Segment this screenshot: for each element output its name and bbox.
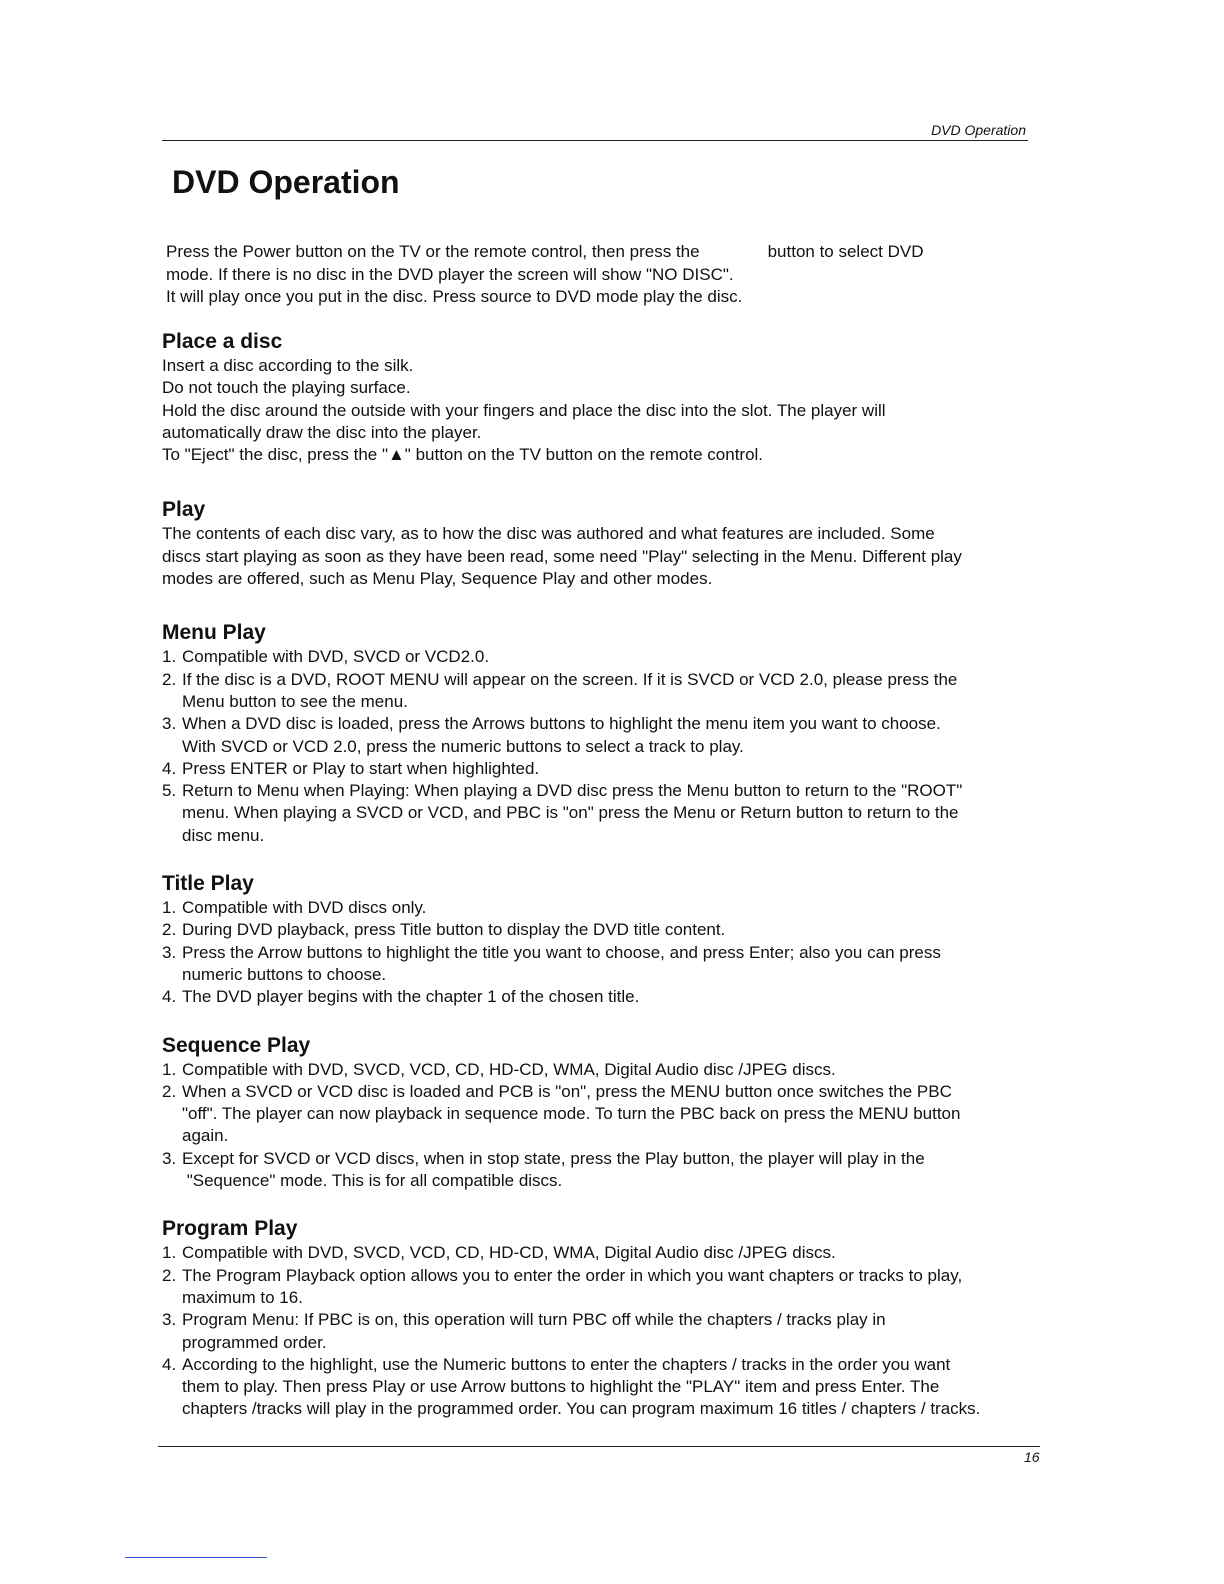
list-item [162, 1265, 1042, 1310]
list-number: 4. [162, 758, 177, 778]
section-place-disc [162, 329, 1042, 466]
running-header: DVD Operation [931, 122, 1026, 138]
header-rule [162, 140, 1028, 141]
list-number: 5. [162, 781, 177, 801]
list-number: 3. [162, 1310, 177, 1330]
paragraph-line: Hold the disc around the outside with your fingers and place the disc into the slot. The player will [162, 400, 886, 420]
list-item-text: numeric buttons to choose. [182, 964, 387, 984]
list-item-text: According to the highlight, use the Numeric buttons to enter the chapters / tracks in the order you want [182, 1354, 951, 1374]
numbered-list [162, 646, 1042, 847]
list-item [162, 1354, 1042, 1421]
list-item-text: Program Menu: If PBC is on, this operation will turn PBC off while the chapters / tracks play in [182, 1310, 886, 1330]
list-item [162, 646, 1042, 668]
list-item-text: Compatible with DVD, SVCD or VCD2.0. [182, 647, 490, 667]
paragraph-line: Do not touch the playing surface. [162, 378, 411, 398]
list-item-text: Except for SVCD or VCD discs, when in stop state, press the Play button, the player will play in the [182, 1148, 925, 1168]
list-item [162, 897, 1042, 919]
list-number: 2. [162, 1265, 177, 1285]
paragraph-line: To "Eject" the disc, press the "▲" button on the TV button on the remote control. [162, 445, 764, 465]
list-number: 3. [162, 714, 177, 734]
list-item-text: When a SVCD or VCD disc is loaded and PCB is "on", press the MENU button once switches the PBC [182, 1081, 952, 1101]
section-menu-play [162, 620, 1042, 847]
list-item [162, 1059, 1042, 1081]
list-item-text: programmed order. [182, 1332, 327, 1352]
list-item-text: Press ENTER or Play to start when highlighted. [182, 758, 540, 778]
list-item [162, 1081, 1042, 1148]
list-item-text: menu. When playing a SVCD or VCD, and PBC is "on" press the Menu or Return button to return to the [182, 803, 959, 823]
section-heading: Menu Play [162, 621, 266, 645]
list-number: 3. [162, 942, 177, 962]
section-play [162, 497, 1042, 590]
intro-paragraph [166, 241, 1026, 309]
list-item-text: them to play. Then press Play or use Arrow buttons to highlight the "PLAY" item and press Enter. The [182, 1377, 940, 1397]
list-item [162, 780, 1042, 847]
list-item-text: When a DVD disc is loaded, press the Arrows buttons to highlight the menu item you want to choose. [182, 714, 941, 734]
list-item [162, 986, 1042, 1008]
paragraph-line: Insert a disc according to the silk. [162, 356, 414, 375]
list-item-text: If the disc is a DVD, ROOT MENU will appear on the screen. If it is SVCD or VCD 2.0, please press the [182, 669, 958, 689]
section-title-play [162, 871, 1042, 1008]
section-heading: Sequence Play [162, 1033, 311, 1057]
list-item-text: "Sequence" mode. This is for all compatible discs. [182, 1171, 563, 1191]
list-item [162, 669, 1042, 714]
list-item-text: With SVCD or VCD 2.0, press the numeric buttons to select a track to play. [182, 736, 744, 756]
list-item-text: Compatible with DVD, SVCD, VCD, CD, HD-CD, WMA, Digital Audio disc /JPEG discs. [182, 1059, 836, 1079]
scan-artifact-line [125, 1557, 267, 1558]
list-item-text: Press the Arrow buttons to highlight the title you want to choose, and press Enter; also you can press [182, 942, 941, 962]
section-heading: Program Play [162, 1217, 298, 1241]
list-number: 3. [162, 1148, 177, 1168]
section-program-play [162, 1216, 1042, 1420]
list-item-text: During DVD playback, press Title button to display the DVD title content. [182, 920, 726, 940]
list-item-text: disc menu. [182, 825, 265, 845]
list-item-text: maximum to 16. [182, 1287, 303, 1307]
list-item-text: The DVD player begins with the chapter 1 of the chosen title. [182, 987, 640, 1007]
list-item-text: Compatible with DVD discs only. [182, 898, 427, 918]
paragraph-line: discs start playing as soon as they have been read, some need "Play" selecting in the Menu. Different play [162, 546, 962, 566]
list-item-text: "off". The player can now playback in sequence mode. To turn the PBC back on press the MENU button [182, 1104, 961, 1124]
page-title: DVD Operation [172, 164, 400, 200]
numbered-list [162, 1059, 1042, 1193]
intro-line-1b: button to select DVD [767, 242, 924, 261]
section-heading: Place a disc [162, 330, 283, 353]
list-number: 1. [162, 1059, 177, 1079]
list-number: 4. [162, 1354, 177, 1374]
list-item [162, 1242, 1042, 1264]
list-item [162, 1309, 1042, 1354]
list-number: 1. [162, 1243, 177, 1263]
list-item-text: Compatible with DVD, SVCD, VCD, CD, HD-CD, WMA, Digital Audio disc /JPEG discs. [182, 1243, 836, 1263]
list-number: 2. [162, 920, 177, 940]
section-heading: Play [162, 498, 206, 522]
list-number: 2. [162, 1081, 177, 1101]
list-number: 1. [162, 898, 177, 918]
page-number: 16 [1024, 1449, 1040, 1465]
section-sequence-play [162, 1033, 1042, 1193]
numbered-list [162, 897, 1042, 1008]
list-item [162, 713, 1042, 758]
list-item-text: again. [182, 1126, 229, 1146]
paragraph-line: modes are offered, such as Menu Play, Sequence Play and other modes. [162, 569, 713, 589]
list-number: 4. [162, 987, 177, 1007]
footer-rule [158, 1446, 1040, 1447]
section-heading: Title Play [162, 872, 254, 896]
paragraph-line: automatically draw the disc into the player. [162, 422, 482, 442]
intro-line-2: mode. If there is no disc in the DVD player the screen will show "NO DISC". [166, 264, 734, 284]
list-item [162, 1148, 1042, 1193]
list-item-text: Menu button to see the menu. [182, 691, 408, 711]
list-item-text: Return to Menu when Playing: When playing a DVD disc press the Menu button to return to the "ROOT" [182, 781, 963, 801]
list-number: 1. [162, 647, 177, 667]
content [162, 329, 1042, 1421]
intro-line-1 [166, 241, 1026, 264]
list-item [162, 942, 1042, 987]
paragraph-line: The contents of each disc vary, as to how the disc was authored and what features are included. Some [162, 524, 935, 544]
list-item [162, 919, 1042, 941]
numbered-list [162, 1242, 1042, 1420]
list-number: 2. [162, 669, 177, 689]
intro-line-1a: Press the Power button on the TV or the remote control, then press the [166, 242, 700, 261]
intro-line-3: It will play once you put in the disc. Press source to DVD mode play the disc. [166, 287, 743, 307]
list-item-text: The Program Playback option allows you to enter the order in which you want chapters or tracks to play, [182, 1265, 963, 1285]
list-item-text: chapters /tracks will play in the programmed order. You can program maximum 16 titles / chapters / tracks. [182, 1399, 981, 1419]
list-item [162, 758, 1042, 780]
